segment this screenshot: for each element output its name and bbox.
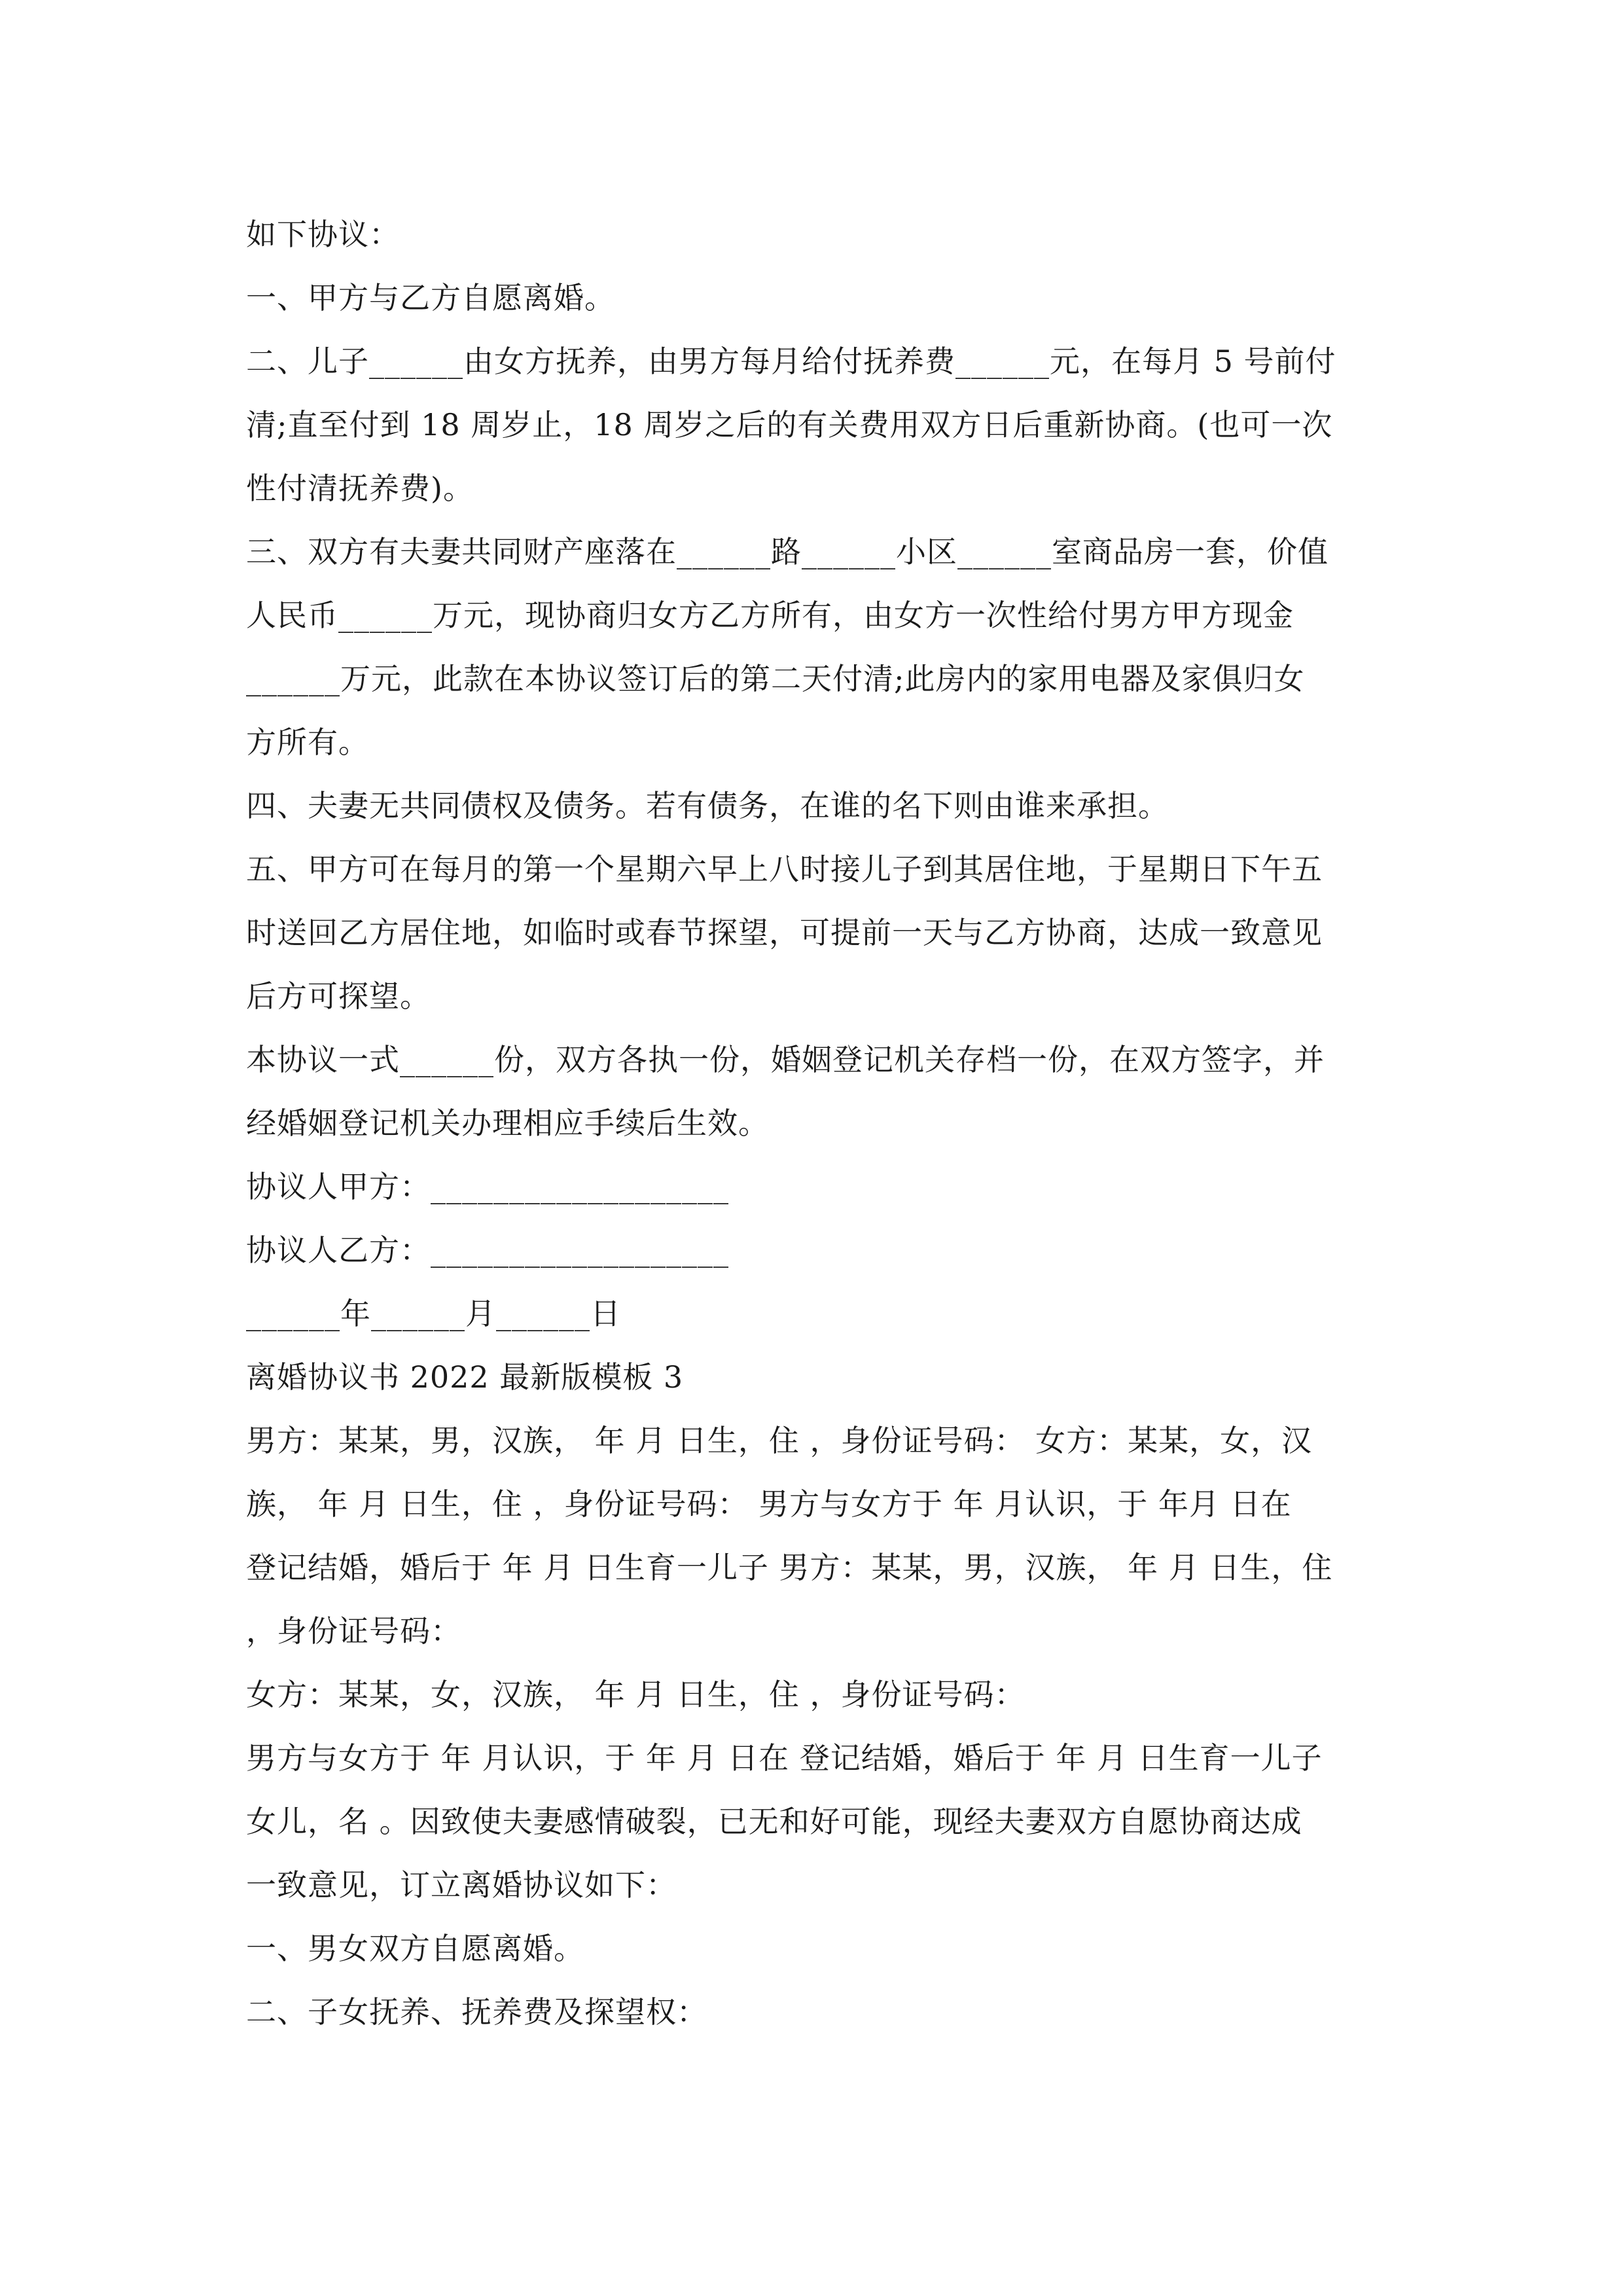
text-line: 如下协议：	[246, 217, 400, 252]
document-body	[246, 203, 1418, 2044]
text-line: 方所有。	[246, 725, 369, 760]
text-line: 一、男女双方自愿离婚。	[246, 1931, 584, 1966]
text-line: 清;直至付到 18 周岁止，18 周岁之后的有关费用双方日后重新协商。(也可一次	[246, 407, 1333, 442]
text-line: 性付清抚养费)。	[246, 471, 474, 506]
section-title: 离婚协议书 2022 最新版模板 3	[246, 1359, 684, 1395]
text-line: 时送回乙方居住地，如临时或春节探望，可提前一天与乙方协商，达成一致意见	[246, 915, 1323, 950]
text-line: 女方：某某，女，汉族， 年 月 日生，住 ，身份证号码：	[246, 1677, 1026, 1712]
date-line: ______年______月______日	[246, 1296, 621, 1331]
text-line: 三、双方有夫妻共同财产座落在______路______小区______室商品房一套，价值	[246, 534, 1329, 569]
signature-line-party-a: 协议人甲方：___________________	[246, 1169, 729, 1204]
text-line: 一致意见，订立离婚协议如下：	[246, 1867, 677, 1903]
text-line: 女儿，名 。因致使夫妻感情破裂，已无和好可能，现经夫妻双方自愿协商达成	[246, 1804, 1302, 1839]
text-line: 男方与女方于 年 月认识，于 年 月 日在 登记结婚，婚后于 年 月 日生育一儿子	[246, 1740, 1323, 1776]
text-line: 登记结婚，婚后于 年 月 日生育一儿子 男方：某某，男，汉族， 年 月 日生，住	[246, 1550, 1333, 1585]
text-line: 二、儿子______由女方抚养，由男方每月给付抚养费______元，在每月 5 号前付	[246, 344, 1336, 379]
text-line: 本协议一式______份，双方各执一份，婚姻登记机关存档一份，在双方签字，并	[246, 1042, 1325, 1077]
text-line: ，身份证号码：	[246, 1613, 461, 1649]
text-line: 后方可探望。	[246, 978, 431, 1014]
text-line: 五、甲方可在每月的第一个星期六早上八时接儿子到其居住地，于星期日下午五	[246, 852, 1323, 887]
text-line: 经婚姻登记机关办理相应手续后生效。	[246, 1105, 769, 1141]
signature-line-party-b: 协议人乙方：___________________	[246, 1232, 729, 1268]
text-line: 族， 年 月 日生，住 ，身份证号码： 男方与女方于 年 月认识，于 年月 日在	[246, 1486, 1292, 1522]
text-line: ______万元，此款在本协议签订后的第二天付清;此房内的家用电器及家俱归女	[246, 661, 1305, 696]
text-line: 一、甲方与乙方自愿离婚。	[246, 280, 615, 315]
text-line: 四、夫妻无共同债权及债务。若有债务，在谁的名下则由谁来承担。	[246, 788, 1169, 823]
text-line: 二、子女抚养、抚养费及探望权：	[246, 1994, 707, 2030]
text-line: 人民币______万元，现协商归女方乙方所有，由女方一次性给付男方甲方现金	[246, 598, 1294, 633]
text-line: 男方：某某，男，汉族， 年 月 日生，住 ，身份证号码： 女方：某某，女，汉	[246, 1423, 1313, 1458]
